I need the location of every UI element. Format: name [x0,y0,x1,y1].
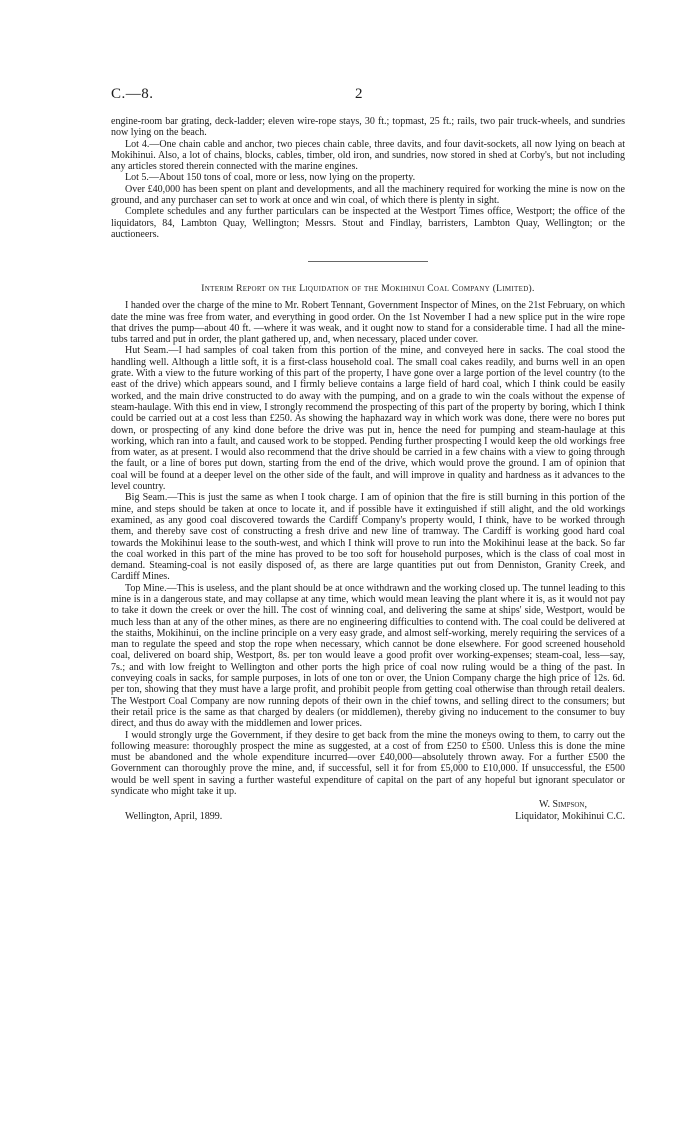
report-title: Interim Report on the Liquidation of the Mokihinui Coal Company (Limited). [201,284,535,295]
big-seam-paragraph: Big Seam.—This is just the same as when I took charge. I am of opinion that the fire is still burning in this portion of the mine, and steps should be taken at once to locate it, and if possible have it extinguished if still alight, and the old workings examined, as any good coal discovered towards the Cardiff Company's property would, I think, have to be worked through them, and thereby save cost of constructing a fresh drive and new line of tramway. The Cardiff is working good hard coal towards the Mokihinui lease to the south-west, and which I think will prove to run into the Mokihinui lease at the back. So far the coal worked in this part of the mine has proved to be too soft for household purposes, which is the class of coal most in demand. Steaming-coal is not easily disposed of, as there are large quantities put out from Denniston, Granity Creek, and Cardiff Mines. [111,492,625,583]
signatory-role: Liquidator, Mokihinui C.C. [515,811,625,823]
signature-block [111,799,625,825]
document-page [111,86,625,825]
lot-4-paragraph: Lot 4.—One chain cable and anchor, two pieces chain cable, three davits, and four davit-sockets, all now lying on beach at Mokihinui. Also, a lot of chains, blocks, cables, timber, old iron, and sundries, now stored in shed at Corby's, but not including any articles stored therein connected with the marine engines. [111,138,625,173]
lot-5-paragraph: Lot 5.—About 150 tons of coal, more or less, now lying on the property. [125,172,416,184]
document-reference: C.—8. [111,86,154,102]
hut-seam-paragraph: Hut Seam.—I had samples of coal taken from this portion of the mine, and conveyed here in sacks. The coal stood the handling well. Although a little soft, it is a first-class household coal. The small coal cakes readily, and burns well in an open grate. With a view to the future working of this part of the property, I have gone over a large portion of the level country (to the east of the drive) which appears sound, and I firmly believe contains a large field of hard coal, which I think could be easily worked, and the main drive constructed to do away with the pumping, and on a grade to win the coals without the expense of steam-haulage. With this end in view, I strongly recommend the prospecting of this part of the property by boring, which I think could be carried out at a cost less than £250. As showing the haphazard way in which work was done, there were no bores put down, or prospecting of any kind done before the drive was put in, hence the need for pumping and steam-haulage at this working, which ran into a fault, and caused work to be stopped. Pending further prospecting I would keep the old workings free from water, as at present. I would also recommend that the drive should be carried in a few chains with a view to going through the fault, or a line of bores put down, starting from the end of the drive, which would prove the ground. I am of opinion that coal will be found at a deeper level on the other side of the fault, and will improve in quality and hardness as it advances to the level country. [111,345,625,493]
schedules-paragraph: Complete schedules and any further particulars can be inspected at the Westport Times office, Westport; the office of the liquidators, 84, Lambton Quay, Wellington; Messrs. Stout and Findlay, barristers, Lambton Quay, Wellington; or the auctioneers. [111,206,625,240]
report-intro-paragraph: I handed over the charge of the mine to Mr. Robert Tennant, Government Inspector of Mines, on the 21st February, on which date the mine was free from water, and everything in good order. On the 1st November I had a new splice put in the wire rope that drives the pump—about 40 ft. —where it was weak, and it ought now to stand for a considerable time. I had all the mine-tubs tarred and put in order, the plant gathered up, and, when necessary, placed under cover. [111,300,625,346]
place-date: Wellington, April, 1899. [125,811,223,823]
signatory-name: W. Simpson, [538,799,587,811]
section-divider [308,261,428,262]
continuation-paragraph: engine-room bar grating, deck-ladder; eleven wire-rope stays, 30 ft.; topmast, 25 ft.; rails, two pair truck-wheels, and sundries now lying on the beach. [111,116,625,139]
expenditure-paragraph: Over £40,000 has been spent on plant and developments, and all the machinery required for working the mine is now on the ground, and any purchaser can set to work at once and win coal, of which there is plenty in sight. [111,183,625,207]
top-mine-paragraph: Top Mine.—This is useless, and the plant should be at once withdrawn and the working closed up. The tunnel leading to this mine is in a dangerous state, and may collapse at any time, which would mean leaving the plant where it is, as it would not pay to take it down the creek or over the hill. The cost of winning coal, and delivering the same at ships' side, Westport, would be much less than at any of the other mines, as there are no engineering difficulties to contend with. The coal could be delivered at the staiths, Mokihinui, on the incline principle on a very easy grade, and almost self-working, merely requiring the services of a man to regulate the speed and stop the rope when necessary, which cannot be done elsewhere. For good screened household coal, delivered on board ship, Westport, 8s. per ton would leave a good profit over working-expenses; steam-coal, less—say, 7s.; and with low freight to Wellington and other ports the high price of coal now ruling would be a thing of the past. In conveying coals in sacks, for sample purposes, in lots of one ton or over, the Union Company charge the high price of 12s. 6d. per ton, showing that they must have a large profit, and prohibit people from getting coal otherwise than through retail dealers. The Westport Coal Company are now running depots of their own in the chief towns, and selling direct to the consumers; but their retail price is the same as that charged by dealers (or middlemen), thereby giving no inducement to the consumer to buy direct, and thus do away with the middlemen and lower prices. [111,582,625,730]
page-number: 2 [355,86,363,102]
page-header [111,86,625,116]
recommendation-paragraph: I would strongly urge the Government, if they desire to get back from the mine the moneys owing to them, to carry out the following measure: thoroughly prospect the mine as suggested, at a cost of from £250 to £500. Unless this is done the mine must be abandoned and the whole expenditure incurred—over £40,000—absolutely thrown away. For a further £500 the Government can thoroughly prove the mine, and, if successful, sell it for from £5,000 to £10,000. If unsuccessful, the £500 would be well spent in saving a further wasteful expenditure of capital on the part of any hopeful but ignorant speculator or syndicate who might take it up. [111,729,625,798]
